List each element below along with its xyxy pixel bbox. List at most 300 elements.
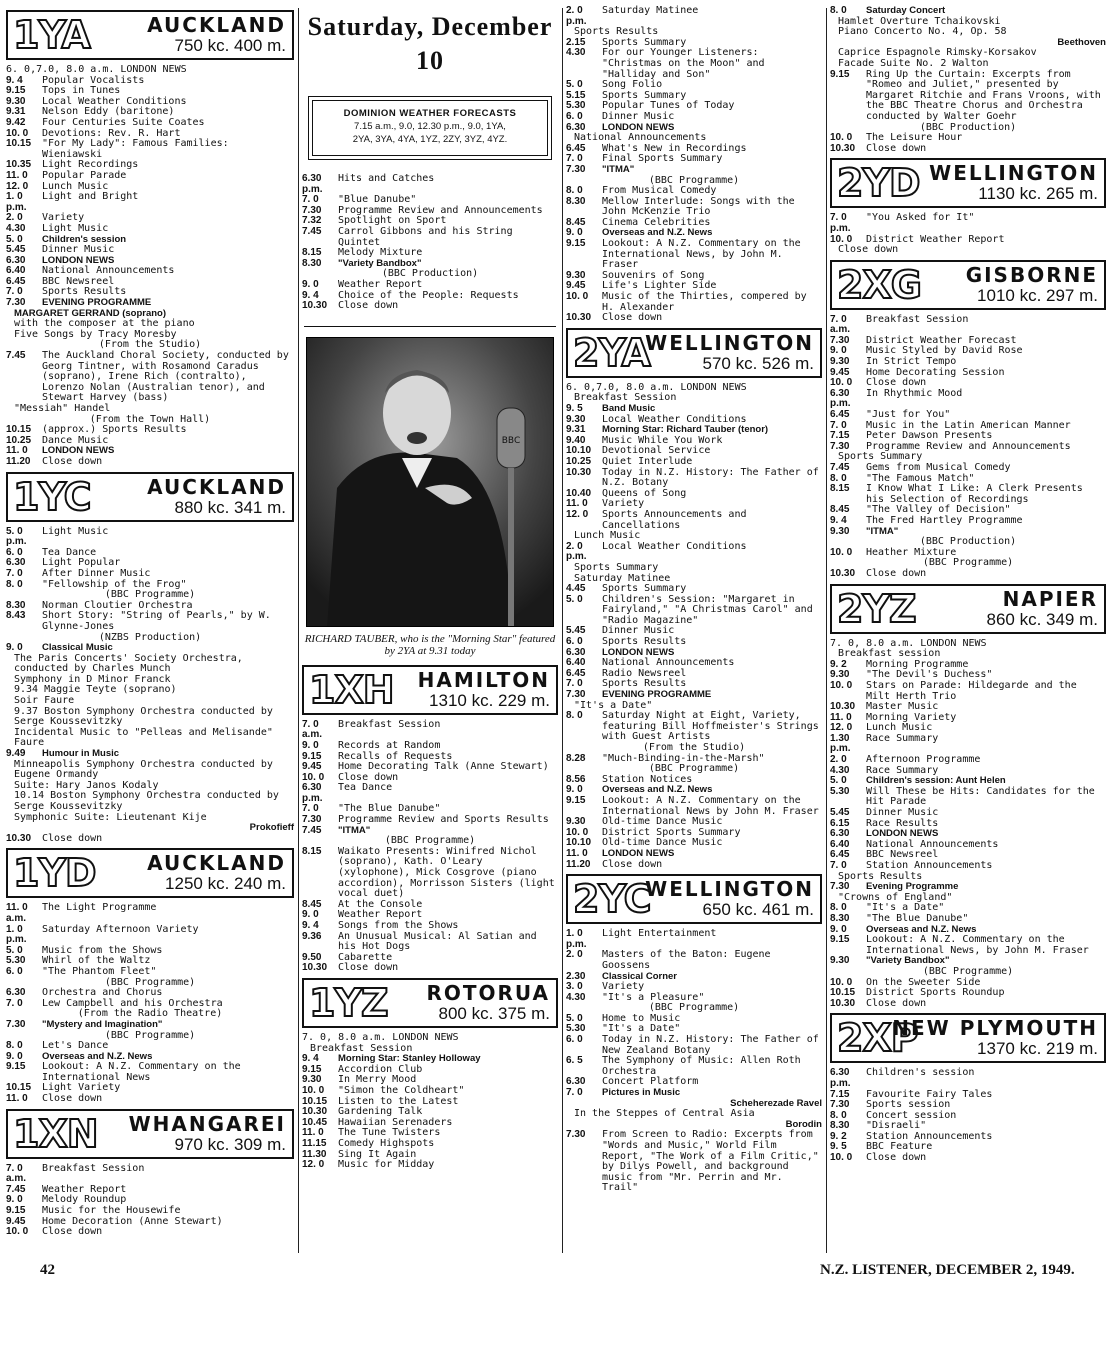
- programme-title: Station Announcements: [866, 1130, 993, 1142]
- programme-title: Morning Programme: [866, 658, 969, 670]
- programme-title: Saturday Matinee: [602, 5, 699, 16]
- programme-time: 8.28: [566, 752, 586, 764]
- programme-row: [830, 935, 1106, 956]
- programme-time: 9.15: [566, 238, 586, 250]
- programme-title: EVENING PROGRAMME: [602, 689, 712, 701]
- programme-title: "The Famous Match": [866, 472, 975, 484]
- programme-title: Weather Report: [338, 909, 423, 921]
- programme-time: 9. 2: [830, 658, 847, 670]
- programme-title: Programme Review and Announcements: [866, 440, 1071, 452]
- programme-title: Light Variety: [42, 1082, 121, 1094]
- programme-title: Close down: [602, 312, 663, 324]
- station-code: 1YC: [13, 474, 91, 519]
- programme-time: 8. 0: [6, 1040, 23, 1052]
- programme-title: An Unusual Musical: Al Satian and his Hot Dogs: [338, 930, 537, 953]
- programme-time: 9.30: [830, 356, 850, 368]
- programme-time: 7.30: [830, 440, 850, 452]
- programme-title: Queens of Song: [602, 487, 687, 499]
- station-header: [830, 260, 1106, 310]
- station-code: 1YZ: [309, 980, 388, 1025]
- programme-title: District Sports Summary: [602, 826, 741, 838]
- programme-title: Home Decoration (Anne Stewart): [42, 1215, 223, 1227]
- programme-time: 2. 0 p.m.: [566, 5, 587, 27]
- programme-time: 6.15: [830, 817, 850, 829]
- programme-note: 9.37 Boston Symphony Orchestra conducted by Serge Koussevitzky: [14, 705, 273, 728]
- programme-time: 8.30: [6, 599, 26, 611]
- programme-title: Accordion Club: [338, 1063, 423, 1075]
- programme-row: [302, 1086, 558, 1097]
- programme-title: Music While You Work: [602, 434, 723, 446]
- programme-time: 11. 0: [6, 445, 28, 457]
- programme-row: [830, 569, 1106, 580]
- programme-title: Melody Roundup: [42, 1194, 127, 1206]
- programme-title: National Announcements: [602, 657, 735, 669]
- programme-note: (From the Studio): [642, 742, 746, 753]
- programme-time: 10. 0: [566, 291, 589, 303]
- programme-note: Symphonic Suite: Lieutenant Kije: [14, 811, 207, 823]
- programme-note: 10.14 Boston Symphony Orchestra conducted by Serge Koussevitzky: [14, 790, 279, 812]
- programme-title: Tops in Tunes: [42, 85, 121, 97]
- programme-row: [6, 457, 294, 468]
- programme-title: Morning Star: Stanley Holloway: [338, 1053, 481, 1065]
- programme-title: Nelson Eddy (baritone): [42, 106, 175, 118]
- programme-row: [6, 1062, 294, 1083]
- weather-forecast-box: [308, 96, 552, 160]
- programme-title: Saturday Night at Eight, Variety, featuring Bill Hoffmeister's Strings with Guest Artists: [602, 710, 819, 743]
- programme-title: Evening Programme: [866, 881, 959, 893]
- programme-time: 4.45: [566, 583, 586, 595]
- programme-title: "Blue Danube": [338, 194, 417, 206]
- programme-row: [6, 224, 294, 235]
- programme-time: 8.15: [302, 845, 322, 857]
- programme-title: Close down: [42, 1226, 103, 1238]
- programme-title: In Rhythmic Mood: [866, 387, 963, 399]
- programme-title: Music for Midday: [338, 1159, 435, 1171]
- programme-time: 1. 0 p.m.: [6, 191, 27, 213]
- programme-time: 10.30: [830, 567, 856, 579]
- programme-row: [566, 48, 822, 80]
- programme-note: "Crowns of England": [838, 891, 953, 903]
- programme-time: 3. 0: [566, 981, 583, 993]
- programme-time: 6. 0: [566, 1034, 583, 1046]
- programme-time: 7. 0 a.m.: [6, 1162, 27, 1185]
- programme-note: Sports Results: [838, 870, 923, 882]
- programme-title: Light Recordings: [42, 159, 139, 171]
- programme-title: 6. 0,7.0, 8.0 a.m. LONDON NEWS: [6, 64, 187, 75]
- programme-row: [6, 118, 294, 129]
- programme-time: 6.30: [6, 557, 26, 569]
- station-city: WELLINGTON: [645, 330, 814, 355]
- weather-title: DOMINION WEATHER FORECASTS: [343, 108, 517, 119]
- programme-row: [6, 192, 294, 213]
- programme-time: 9.30: [830, 525, 850, 537]
- programme-time: 9.15: [830, 934, 850, 946]
- station-freq: 1310 kc. 229 m.: [429, 690, 550, 710]
- programme-title: Song Folio: [602, 79, 663, 91]
- programme-title: Waikato Presents: Winifred Nichol (soprano), Kath. O'Leary (xylophone), Mick Cosgrove (piano accordion), Morrisson Sisters (light vocal duet): [338, 845, 555, 900]
- programme-time: 7.30: [830, 334, 850, 346]
- programme-note: Caprice Espagnole Rimsky-Korsakov: [838, 47, 1037, 59]
- programme-title: "Variety Bandbox": [338, 257, 422, 269]
- programme-time: 6.30: [566, 646, 586, 658]
- programme-time: 5. 0: [566, 79, 583, 91]
- programme-time: 10. 0: [566, 826, 589, 838]
- programme-time: 2. 0 p.m.: [566, 540, 587, 563]
- programme-title: Lookout: A N.Z. Commentary on the International News by John M. Fraser: [602, 794, 819, 817]
- programme-time: 10.45: [302, 1116, 328, 1128]
- programme-row: [566, 1056, 822, 1077]
- programme-time: 9. 5: [830, 1141, 847, 1153]
- programme-title: Overseas and N.Z. News: [866, 923, 977, 935]
- programme-title: Music for the Housewife: [42, 1205, 181, 1217]
- programme-title: 7. 0, 8.0 a.m. LONDON NEWS: [302, 1031, 459, 1043]
- programme-time: 9. 0: [6, 1194, 23, 1206]
- station-header: [6, 10, 294, 60]
- station-freq: 970 kc. 309 m.: [174, 1134, 286, 1154]
- programme-note: (From the Town Hall): [89, 413, 211, 425]
- programme-title: Records at Random: [338, 739, 441, 751]
- programme-title: Close down: [338, 771, 399, 783]
- programme-title: Spotlight on Sport: [338, 215, 447, 227]
- programme-time: 6.30 p.m.: [830, 387, 851, 410]
- programme-row: [566, 404, 822, 415]
- programme-time: 9.15: [302, 750, 322, 762]
- programme-time: 10. 0: [830, 976, 853, 988]
- programme-row: [830, 914, 1106, 925]
- programme-title: Devotions: Rev. R. Hart: [42, 127, 181, 139]
- programme-time: 11.30: [302, 1148, 327, 1160]
- programme-time: 5.45: [830, 807, 850, 819]
- programme-time: 8.15: [830, 483, 850, 495]
- programme-note: Soir Faure: [14, 695, 75, 707]
- programme-row: [830, 213, 1106, 234]
- programme-title: "Variety Bandbox": [866, 955, 950, 967]
- programme-time: 7. 0 a.m.: [830, 313, 851, 336]
- page-number: 42: [40, 1262, 55, 1278]
- programme-time: 8. 0: [830, 5, 847, 16]
- programme-row: [6, 834, 294, 845]
- programme-time: 7. 0: [302, 803, 319, 815]
- programme-title: Popular Vocalists: [42, 74, 145, 86]
- programme-title: In Merry Mood: [338, 1074, 417, 1086]
- programme-title: Local Weather Conditions: [602, 540, 747, 552]
- station-freq: 1010 kc. 297 m.: [977, 285, 1098, 305]
- programme-title: Light and Bright: [42, 191, 139, 203]
- programme-row: [6, 139, 294, 160]
- programme-note: (BBC Programme): [648, 1002, 740, 1014]
- programme-time: 9.30: [830, 955, 850, 967]
- programme-time: 9.50: [302, 951, 322, 963]
- programme-title: Lookout: A N.Z. Commentary on the International News, by John M. Fraser: [866, 934, 1089, 956]
- programme-time: 9.45: [830, 366, 850, 378]
- programme-title: From Musical Comedy: [602, 185, 717, 197]
- programme-time: 8. 0: [830, 472, 847, 484]
- programme-time: 7.45: [6, 1183, 26, 1195]
- programme-title: Lunch Music: [866, 722, 933, 734]
- programme-row: [566, 468, 822, 489]
- station-city: AUCKLAND: [147, 474, 286, 499]
- station-header: [302, 665, 558, 715]
- programme-time: 4.30: [6, 222, 26, 234]
- station-freq: 860 kc. 349 m.: [986, 609, 1098, 629]
- programme-row: [302, 720, 558, 741]
- programme-row: [566, 929, 822, 950]
- programme-time: 1.30 p.m.: [830, 732, 851, 755]
- programme-title: Close down: [338, 962, 399, 974]
- programme-title: Music from the Shows: [42, 944, 163, 956]
- programme-title: Close down: [866, 377, 927, 389]
- programme-note: Five Songs by Tracy Moresby: [14, 328, 177, 340]
- programme-time: 9.31: [566, 424, 586, 436]
- programme-time: 9. 0: [566, 227, 583, 239]
- programme-time: 7.30: [302, 814, 322, 826]
- programme-time: 8. 0: [830, 1109, 847, 1121]
- programme-time: 10.15: [6, 424, 32, 436]
- programme-row: [302, 301, 558, 312]
- programme-time: 6.45: [830, 409, 850, 421]
- programme-title: Mellow Interlude: Songs with the John McKenzie Trio: [602, 195, 795, 218]
- programme-time: 8. 0: [6, 578, 23, 590]
- programme-note: (BBC Programme): [104, 976, 196, 988]
- programme-title: Station Notices: [602, 773, 693, 785]
- programme-time: 10.15: [302, 1095, 328, 1107]
- column-rule: [826, 8, 827, 1253]
- programme-time: 7.30: [566, 689, 586, 701]
- programme-time: 6.45: [566, 667, 586, 679]
- programme-time: 5. 0: [830, 775, 847, 787]
- programme-title: Station Announcements: [866, 860, 993, 871]
- column-2: [302, 6, 558, 1171]
- programme-row: [830, 787, 1106, 808]
- programme-row: [302, 1033, 558, 1044]
- programme-row: [6, 65, 294, 76]
- programme-title: The Leisure Hour: [866, 132, 963, 144]
- programme-title: District Sports Roundup: [866, 987, 1005, 999]
- programme-title: Race Summary: [866, 764, 939, 776]
- programme-note: (BBC Programme): [922, 965, 1014, 977]
- programme-title: Home to Music: [602, 1012, 681, 1024]
- programme-time: 11. 0 a.m.: [6, 902, 28, 924]
- programme-note: Beethoven: [1057, 36, 1106, 48]
- programme-time: 9. 0: [830, 345, 847, 357]
- programme-time: 9.15: [6, 1061, 26, 1073]
- programme-time: 9.45: [566, 280, 586, 292]
- programme-title: Carrol Gibbons and his String Quintet: [338, 225, 513, 248]
- programme-time: 9.45: [302, 761, 322, 773]
- station-code: 1YD: [13, 851, 96, 896]
- station-city: WELLINGTON: [929, 161, 1098, 186]
- programme-time: 9. 0: [302, 739, 319, 751]
- programme-title: Quiet Interlude: [602, 455, 693, 467]
- programme-time: 9. 4: [302, 289, 319, 301]
- programme-title: Norman Cloutier Orchestra: [42, 599, 193, 611]
- programme-note: Borodin: [785, 1118, 822, 1130]
- programme-note: with the composer at the piano: [14, 318, 195, 330]
- programme-time: 6.30: [830, 828, 850, 840]
- programme-time: 6. 5: [566, 1055, 583, 1067]
- station-header: [566, 328, 822, 378]
- programme-time: 6.40: [6, 265, 26, 277]
- programme-title: Close down: [866, 142, 927, 154]
- programme-row: [302, 921, 558, 932]
- programme-time: 5.45: [6, 244, 26, 256]
- programme-time: 10. 0: [830, 679, 853, 691]
- programme-time: 11. 0: [6, 169, 28, 181]
- programme-row: [566, 796, 822, 817]
- divider: [304, 326, 556, 327]
- programme-note: In the Steppes of Central Asia: [574, 1108, 755, 1120]
- programme-title: Close down: [42, 455, 103, 467]
- programme-title: Classical Corner: [602, 970, 677, 982]
- programme-title: Children's Session: "Margaret in Fairyland," "A Christmas Carol" and "Radio Magazine": [602, 593, 813, 626]
- footer-issue: N.Z. LISTENER, DECEMBER 2, 1949.: [820, 1262, 1075, 1278]
- programme-row: [566, 1035, 822, 1056]
- programme-title: Final Sports Summary: [602, 153, 723, 165]
- programme-note: Sports Summary: [574, 561, 659, 573]
- programme-note: Prokofieff: [249, 822, 294, 834]
- programme-title: "ITMA": [338, 824, 371, 836]
- programme-row: [830, 389, 1106, 410]
- programme-title: Orchestra and Chorus: [42, 987, 163, 999]
- programme-time: 8. 0: [566, 185, 583, 197]
- programme-title: The Fred Hartley Programme: [866, 514, 1023, 526]
- programme-note: (BBC Programme): [104, 1029, 196, 1041]
- station-code: 2YD: [837, 161, 920, 206]
- programme-title: National Announcements: [42, 265, 175, 277]
- programme-time: 4.30: [830, 764, 850, 776]
- programme-title: Children's session: [866, 1067, 975, 1079]
- station-city: NEW PLYMOUTH: [892, 1016, 1098, 1041]
- programme-title: Music in the Latin American Manner: [866, 419, 1071, 431]
- programme-title: LONDON NEWS: [866, 828, 939, 840]
- programme-title: The Auckland Choral Society, conducted by Georg Tintner, with Rosamond Caradus (soprano), Irene Rich (contralto), Lorenzo Nolan (Australian tenor), and Stewart Harvey (bass): [42, 350, 289, 404]
- programme-title: Classical Music: [42, 642, 113, 654]
- programme-time: 10.30: [830, 997, 856, 1009]
- programme-time: 7. 0 p.m.: [830, 212, 851, 234]
- programme-row: [302, 847, 558, 900]
- programme-row: [566, 860, 822, 871]
- programme-row: [830, 315, 1106, 336]
- programme-title: "ITMA": [602, 163, 635, 175]
- programme-time: 9. 4: [6, 74, 23, 86]
- programme-time: 9.30: [830, 669, 850, 681]
- programme-time: 11.15: [302, 1137, 327, 1149]
- programme-title: Light Music: [42, 525, 109, 537]
- programme-time: 8.56: [566, 773, 586, 785]
- programme-time: 11.20: [566, 858, 591, 870]
- programme-title: Sports session: [866, 1099, 951, 1111]
- programme-title: Close down: [866, 567, 927, 579]
- programme-title: Close down: [338, 300, 399, 312]
- programme-time: 9.30: [566, 413, 586, 425]
- programme-time: 7.15: [830, 1088, 850, 1100]
- programme-row: [830, 70, 1106, 123]
- programme-time: 9.36: [302, 930, 322, 942]
- programme-title: "Disraeli": [866, 1120, 927, 1132]
- programme-time: 10. 0: [830, 377, 853, 389]
- programme-time: 10.30: [830, 142, 856, 154]
- programme-time: 9. 0: [6, 1050, 23, 1062]
- programme-title: What's New in Recordings: [602, 142, 747, 154]
- programme-row: [830, 861, 1106, 872]
- programme-time: 8.30: [302, 257, 322, 269]
- programme-time: 7. 0: [830, 419, 847, 431]
- programme-title: Favourite Fairy Tales: [866, 1088, 993, 1100]
- programme-time: 6. 0: [566, 110, 583, 122]
- programme-time: 10.15: [6, 1082, 32, 1094]
- programme-title: (approx.) Sports Results: [42, 424, 187, 436]
- programme-time: 10.15: [6, 138, 32, 150]
- programme-title: The Symphony of Music: Allen Roth Orchestra: [602, 1055, 801, 1077]
- programme-time: 10.10: [566, 445, 592, 457]
- programme-note: National Announcements: [574, 132, 707, 144]
- programme-time: 2. 0: [566, 949, 583, 961]
- programme-time: 4.30: [566, 991, 586, 1003]
- singer-illustration: [307, 338, 554, 627]
- programme-row: [302, 963, 558, 974]
- programme-time: 6.30: [566, 121, 586, 133]
- programme-time: 6.30 p.m.: [302, 173, 323, 195]
- programme-title: Variety: [42, 212, 85, 224]
- programme-time: 9. 4: [830, 514, 847, 526]
- programme-title: Hits and Catches: [338, 173, 435, 184]
- programme-note: (BBC Programme): [648, 174, 740, 186]
- station-freq: 800 kc. 375 m.: [438, 1003, 550, 1023]
- programme-title: BBC Newsreel: [42, 275, 115, 287]
- programme-title: "The Blue Danube": [866, 912, 969, 924]
- programme-title: LONDON NEWS: [602, 847, 675, 859]
- programme-title: Overseas and N.Z. News: [602, 227, 713, 239]
- programme-title: Stars on Parade: Hildegarde and the Milt Herth Trio: [866, 679, 1077, 702]
- programme-time: 10.30: [302, 1106, 328, 1118]
- programme-time: 7.45: [302, 824, 322, 836]
- programme-title: "Just for You": [866, 409, 951, 421]
- programme-title: Home Decorating Session: [866, 366, 1005, 378]
- programme-row: [566, 197, 822, 218]
- programme-row: [566, 6, 822, 27]
- programme-title: BBC Feature: [866, 1141, 933, 1153]
- programme-title: I Know What I Like: A Clerk Presents his Selection of Recordings: [866, 483, 1083, 505]
- programme-note: (BBC Programme): [922, 557, 1014, 569]
- programme-time: 9. 0: [566, 784, 583, 796]
- programme-time: 9. 4: [302, 920, 319, 931]
- programme-time: 6. 0: [566, 636, 583, 648]
- programme-time: 9.15: [6, 1205, 26, 1217]
- programme-title: Listen to the Latest: [338, 1095, 459, 1107]
- programme-time: 10.30: [566, 466, 592, 478]
- programme-time: 9.15: [6, 85, 26, 97]
- programme-time: 8.43: [6, 610, 26, 622]
- programme-row: [302, 932, 558, 953]
- programme-time: 9.42: [6, 116, 26, 128]
- programme-title: Sports Summary: [602, 89, 687, 101]
- programme-time: 9.49: [6, 748, 26, 760]
- programme-time: 12. 0: [830, 722, 853, 734]
- programme-row: [830, 484, 1106, 505]
- programme-title: Sports Results: [42, 286, 127, 298]
- programme-title: "You Asked for It": [866, 212, 975, 224]
- programme-note: Suite: Hary Janos Kodaly: [14, 779, 159, 791]
- programme-row: [302, 1160, 558, 1171]
- programme-title: Today in N.Z. History: The Father of New Zealand Botany: [602, 1034, 819, 1056]
- programme-time: 10. 0: [302, 1084, 325, 1096]
- programme-time: 7. 0 a.m.: [302, 718, 323, 741]
- programme-title: Dinner Music: [602, 625, 675, 637]
- programme-time: 7. 0: [566, 1087, 583, 1099]
- programme-title: "ITMA": [866, 525, 899, 537]
- programme-note: Close down: [838, 244, 899, 256]
- programme-title: National Announcements: [866, 838, 999, 850]
